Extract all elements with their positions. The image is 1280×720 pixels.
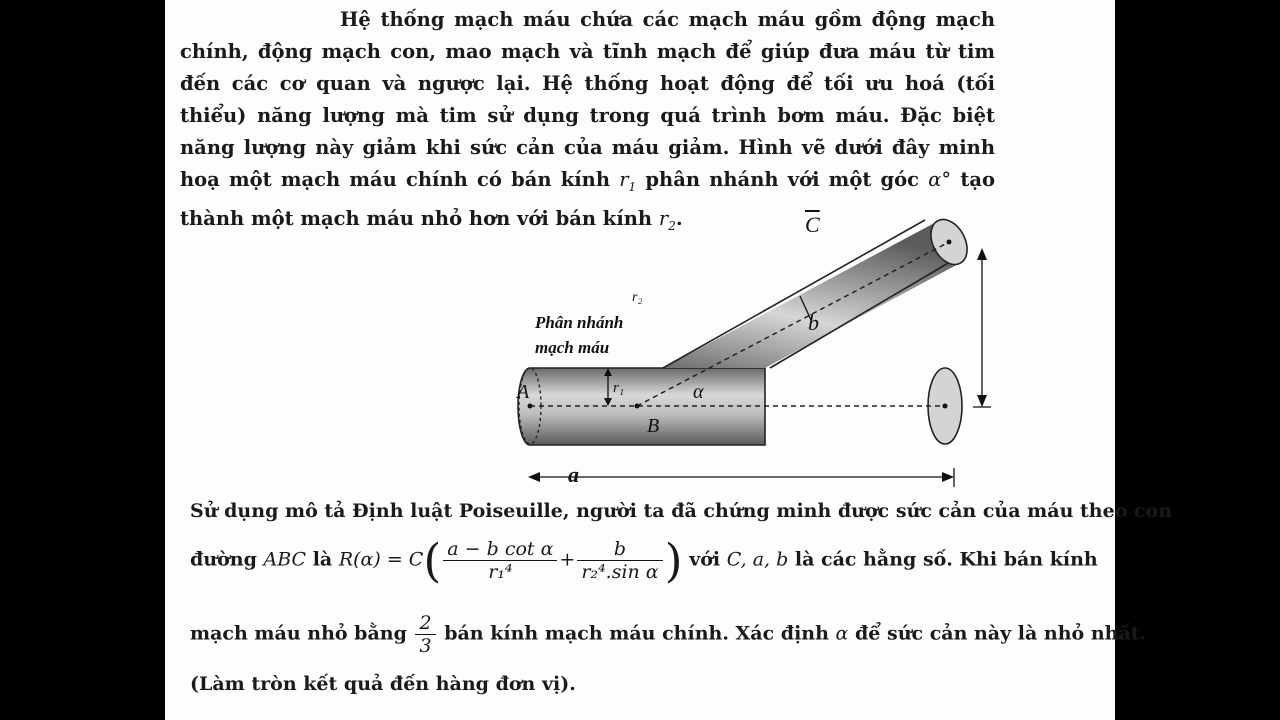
var-alpha-body: α [835, 622, 849, 645]
document-page [165, 0, 1173, 720]
intro-paragraph: Hệ thống mạch máu chứa các mạch máu gồm động mạch chính, động mạch con, mao mạch và tĩnh mạch để giúp đưa máu từ tim đến các cơ quan và ngược lại. Hệ thống hoạt động để tối ưu hoá (tối thiểu) năng lượng mà tim sử dụng trong quá trình bơm máu. Đặc biệt năng lượng này giảm khi sức cản của máu giảm. Hình vẽ dưới đây minh hoạ một mạch máu chính có bán kính $r_1$ phân nhánh với một góc α° tạo thành một mạch máu nhỏ hơn với bán kính $r_2$. [180, 8, 995, 233]
fraction-two-thirds: $\frac{2}{3}$ [415, 612, 435, 657]
intro-text: Hệ thống mạch máu chứa các mạch máu gồm động mạch chính, động mạch con, mao mạch và tĩnh mạch để giúp đưa máu từ tim đến các cơ quan và ngược lại. Hệ thống hoạt động để tối ưu hoá (tối thiểu) năng lượng mà tim sử dụng trong quá trình bơm máu. Đặc biệt năng lượng này giảm khi sức cản của máu giảm. Hình vẽ dưới đây minh hoạ một mạch máu chính có bán kính [180, 8, 995, 191]
body-line-2: đường ABC là R(α) = C( $\frac{\text{a − b cot α}}{\text{r₁⁴}}$ + $\frac{b}{\text{r₂⁴.sin α}}$ ) với C, a, b là các hằng số. Khi bán kính [190, 533, 1098, 588]
fraction-1: $\frac{\text{a − b cot α}}{\text{r₁⁴}}$ [443, 538, 557, 583]
branch-label-line1: Phân nhánh [535, 313, 624, 332]
intro-text-3: tạo thành một mạch máu nhỏ hơn với bán kính [180, 168, 995, 230]
constants: C, a, b [726, 548, 789, 571]
var-r2: $r_2$ [658, 206, 676, 233]
path-abc: ABC [263, 548, 307, 571]
radius-r2-label: r₂ [632, 290, 643, 305]
point-c-label: $\overline{C}$ [805, 212, 820, 237]
formula-lhs: R(α) = C [338, 548, 424, 571]
dim-b-label: b [808, 310, 819, 335]
fraction-2: $\frac{b}{\text{r₂⁴.sin α}}$ [577, 538, 662, 583]
dim-a-label-text: a [568, 462, 579, 487]
body-line-3: mạch máu nhỏ bằng $\frac{2}{3}$ bán kính mạch máu chính. Xác định α để sức cản này là nhỏ nhất. [190, 612, 1147, 657]
figure-labels [345, 200, 815, 495]
branch-label-line2: mạch máu [535, 338, 610, 357]
var-r1: $r_1$ [619, 168, 637, 194]
point-b-label: B [647, 415, 660, 437]
point-a-label: A [517, 381, 530, 403]
angle-alpha-label: α [693, 381, 704, 403]
radius-r1-label: r₁ [613, 380, 625, 396]
var-alpha: α° [928, 168, 952, 191]
intro-text-2: phân nhánh với một góc [636, 168, 929, 191]
body-line-1: Sử dụng mô tả Định luật Poiseuille, người ta đã chứng minh được sức cản của máu theo con [190, 500, 1173, 522]
body-line-4: (Làm tròn kết quả đến hàng đơn vị). [190, 673, 576, 695]
